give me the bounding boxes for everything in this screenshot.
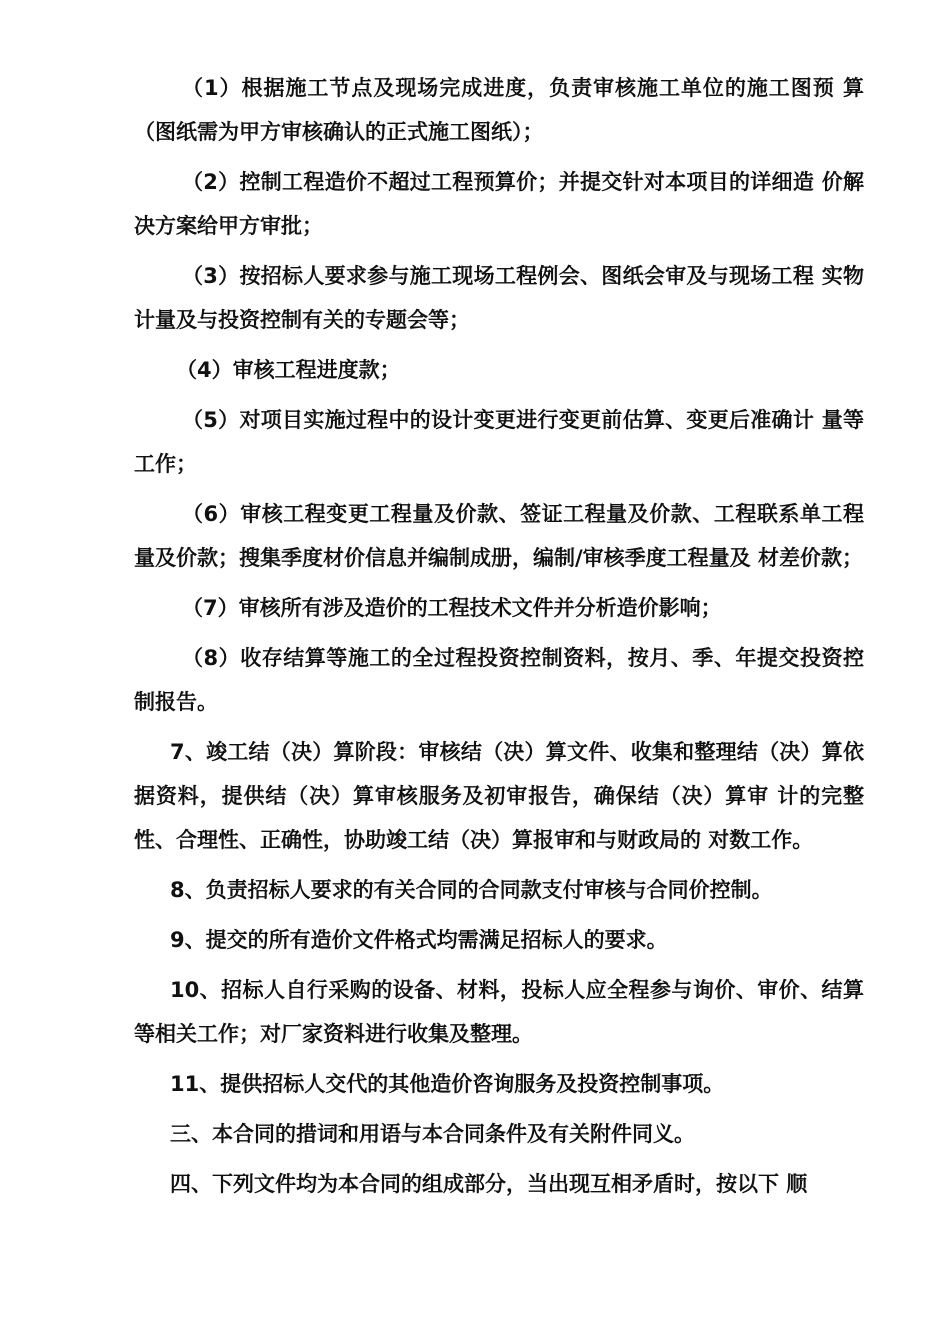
paragraph-item-8: （8）收存结算等施工的全过程投资控制资料，按月、季、年提交投资控制报告。 [134,646,864,714]
paragraph-item-7: （7）审核所有涉及造价的工程技术文件并分析造价影响； [182,596,722,620]
paragraph-item-5: （5）对项目实施过程中的设计变更进行变更前估算、变更后准确计 量等工作； [134,408,864,476]
section-8-paragraph: 8、负责招标人要求的有关合同的合同款支付审核与合同价控制。 [170,878,773,902]
section-11-paragraph: 11、提供招标人交代的其他造价咨询服务及投资控制事项。 [170,1072,725,1096]
paragraph-item-4: （4）审核工程进度款； [176,358,401,382]
paragraph-item-6: （6）审核工程变更工程量及价款、签证工程量及价款、工程联系单工程量及价款；搜集季度材价信息并编制成册，编制/审核季度工程量及 材差价款； [134,502,864,570]
section-10-paragraph: 10、招标人自行采购的设备、材料，投标人应全程参与询价、审价、结算等相关工作；对厂家资料进行收集及整理。 [134,978,864,1046]
section-three-paragraph: 三、本合同的措词和用语与本合同条件及有关附件同义。 [170,1122,695,1146]
section-9-paragraph: 9、提交的所有造价文件格式均需满足招标人的要求。 [170,928,668,952]
document-body [134,66,864,1212]
paragraph-item-3: （3）按招标人要求参与施工现场工程例会、图纸会审及与现场工程 实物计量及与投资控制有关的专题会等； [134,264,864,332]
section-four-paragraph: 四、下列文件均为本合同的组成部分，当出现互相矛盾时，按以下 顺 [170,1172,808,1196]
section-7-paragraph: 7、竣工结（决）算阶段：审核结（决）算文件、收集和整理结（决）算依据资料，提供结（决）算审核服务及初审报告，确保结（决）算审 计的完整性、合理性、正确性，协助竣工结（决）算报审和与财政局的 对数工作。 [134,740,864,852]
paragraph-item-1: （1）根据施工节点及现场完成进度，负责审核施工单位的施工图预 算（图纸需为甲方审核确认的正式施工图纸）； [134,76,864,144]
paragraph-item-2: （2）控制工程造价不超过工程预算价；并提交针对本项目的详细造 价解决方案给甲方审批； [134,170,864,238]
